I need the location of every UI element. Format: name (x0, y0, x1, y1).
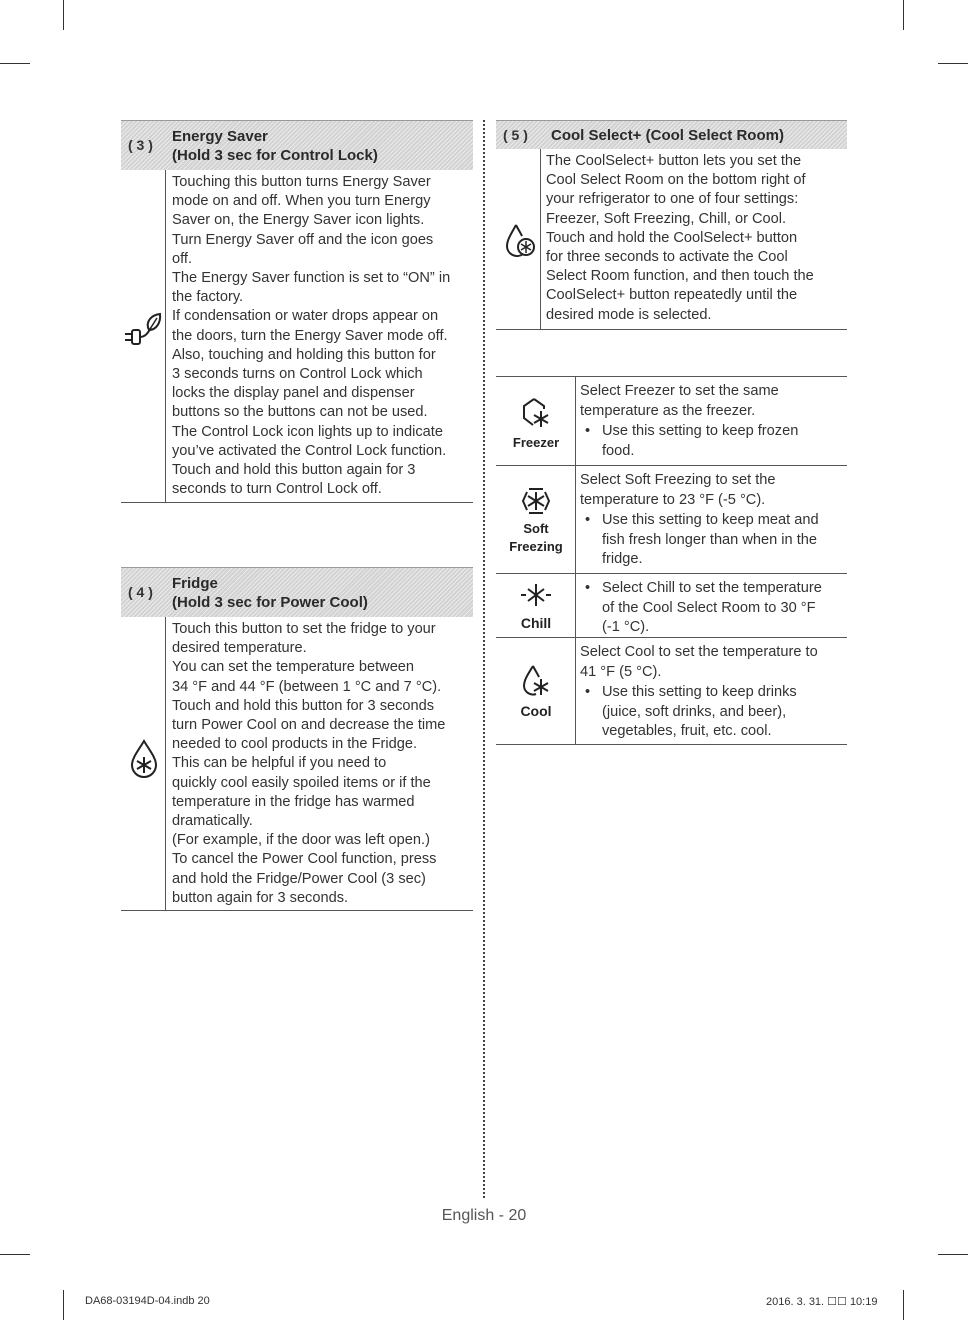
section-body (496, 149, 847, 330)
crop-mark (63, 0, 64, 30)
text-line: Use this setting to keep drinks (602, 684, 797, 700)
bullet-item (580, 579, 847, 638)
section-title (172, 127, 378, 165)
section-number: ( 5 ) (503, 127, 528, 143)
text-line: fish fresh longer than when in the (602, 531, 817, 548)
section-title-line: Fridge (172, 575, 218, 592)
section-number: ( 4 ) (128, 584, 153, 600)
text-line: Touch and hold this button again for 3 (172, 462, 416, 479)
section-header (496, 120, 847, 149)
text-line: temperature to 23 °F (-5 °C). (580, 491, 766, 508)
text-line: If condensation or water drops appear on (172, 308, 439, 325)
text-line: 41 °F (5 °C). (580, 663, 662, 680)
section-title (551, 126, 784, 145)
text-line: Select Room function, and then touch the (546, 268, 814, 285)
column-divider (483, 120, 485, 1198)
text-line: food. (602, 442, 635, 459)
icon-column (121, 170, 166, 502)
text-line: desired mode is selected. (546, 306, 712, 323)
text-line: The Control Lock icon lights up to indicate (172, 423, 443, 440)
print-datetime: 2016. 3. 31. ☐☐ 10:19 (766, 1296, 878, 1308)
mode-icon-cell (496, 466, 576, 573)
text-line: you’ve activated the Control Lock function. (172, 442, 447, 459)
fridge-drop-snowflake-icon (129, 739, 159, 779)
bullet-dot: • (585, 580, 591, 596)
section-title-line: (Hold 3 sec for Control Lock) (172, 147, 378, 164)
text-line: Freezer, Soft Freezing, Chill, or Cool. (546, 210, 787, 227)
section-header (121, 120, 473, 170)
section-title (172, 574, 368, 612)
mode-label: Cool (520, 703, 552, 719)
cool-select-drop-icon (504, 223, 536, 259)
section-title-line: Energy Saver (172, 128, 268, 145)
text-line: temperature in the fridge has warmed (172, 793, 415, 810)
bullet-item (580, 511, 847, 570)
bullet-item (580, 683, 847, 742)
cool-mode-icon (522, 664, 550, 698)
text-line: for three seconds to activate the Cool (546, 249, 788, 266)
cool-select-section (496, 120, 847, 330)
text-line: the doors, turn the Energy Saver mode off. (172, 327, 448, 344)
text-line: seconds to turn Control Lock off. (172, 481, 382, 498)
section-title-line: Cool Select+ (Cool Select Room) (551, 127, 784, 144)
text-line: Saver on, the Energy Saver icon lights. (172, 212, 425, 229)
section-body (121, 170, 473, 503)
text-line: and hold the Fridge/Power Cool (3 sec) (172, 870, 426, 887)
text-line: fridge. (602, 551, 643, 567)
energy-saver-plug-leaf-icon (123, 312, 163, 348)
mode-label: Soft (523, 521, 549, 536)
text-line: The Energy Saver function is set to “ON” in (172, 270, 451, 287)
text-line: This can be helpful if you need to (172, 755, 387, 772)
text-line: the factory. (172, 289, 244, 306)
text-line: CoolSelect+ button repeatedly until the (546, 287, 798, 304)
text-line: Also, touching and holding this button for (172, 346, 436, 363)
text-line: To cancel the Power Cool function, press (172, 851, 437, 868)
mode-icon-cell (496, 574, 576, 637)
crop-mark (938, 1254, 968, 1255)
section-text (546, 149, 847, 325)
text-line: Turn Energy Saver off and the icon goes (172, 231, 434, 248)
text-line: quickly cool easily spoiled items or if the (172, 774, 431, 791)
text-line: locks the display panel and dispenser (172, 385, 415, 402)
chill-mode-icon (520, 580, 552, 610)
section-number: ( 3 ) (128, 137, 153, 153)
text-line: Select Freezer to set the same (580, 383, 779, 399)
crop-mark (63, 1290, 64, 1320)
text-line: of the Cool Select Room to 30 °F (602, 599, 816, 616)
icon-column (496, 149, 541, 329)
mode-label: Freezing (509, 539, 563, 554)
section-title-line: (Hold 3 sec for Power Cool) (172, 594, 368, 611)
text-line: vegetables, fruit, etc. cool. (602, 723, 772, 739)
text-line: 3 seconds turns on Control Lock which (172, 366, 423, 383)
text-line: 34 °F and 44 °F (between 1 °C and 7 °C). (172, 678, 442, 695)
crop-mark (903, 0, 904, 30)
text-line: mode on and off. When you turn Energy (172, 193, 431, 210)
mode-description (576, 377, 847, 466)
mode-label: Chill (520, 615, 552, 631)
mode-icon-cell (496, 638, 576, 744)
text-line: You can set the temperature between (172, 659, 415, 676)
text-line: buttons so the buttons can not be used. (172, 404, 428, 421)
section-text (172, 617, 473, 908)
mode-row-freezer (496, 377, 847, 466)
text-line: (-1 °C). (602, 619, 650, 635)
text-line: desired temperature. (172, 640, 307, 657)
crop-mark (903, 1290, 904, 1320)
cool-select-mode-table (496, 376, 847, 745)
print-file-name: DA68-03194D-04.indb 20 (85, 1295, 210, 1307)
text-line: (juice, soft drinks, and beer), (602, 703, 787, 720)
text-line: Use this setting to keep frozen (602, 423, 799, 439)
bullet-item (580, 422, 847, 461)
crop-mark (938, 63, 968, 64)
text-line: dramatically. (172, 813, 253, 830)
mode-icon-cell (496, 377, 576, 465)
text-line: The CoolSelect+ button lets you set the (546, 153, 802, 169)
text-line: Touching this button turns Energy Saver (172, 174, 431, 190)
text-line: Touch this button to set the fridge to your (172, 621, 436, 637)
text-line: turn Power Cool on and decrease the time (172, 717, 446, 734)
crop-mark (0, 63, 30, 64)
fridge-section (121, 567, 473, 911)
text-line: off. (172, 250, 193, 267)
mode-row-soft-freezing (496, 466, 847, 574)
mode-label: Freezer (512, 435, 560, 450)
text-line: Select Cool to set the temperature to (580, 644, 818, 660)
icon-column (121, 617, 166, 910)
mode-row-chill (496, 574, 847, 638)
text-line: Use this setting to keep meat and (602, 512, 819, 528)
text-line: (For example, if the door was left open.) (172, 832, 430, 849)
bullet-dot: • (585, 684, 591, 700)
text-line: Select Chill to set the temperature (602, 580, 822, 596)
text-line: Select Soft Freezing to set the (580, 472, 776, 488)
section-header (121, 567, 473, 617)
crop-mark (0, 1254, 30, 1255)
mode-description (576, 638, 847, 747)
text-line: temperature as the freezer. (580, 402, 756, 419)
section-text (172, 170, 473, 499)
energy-saver-section (121, 120, 473, 503)
mode-description (576, 574, 847, 643)
text-line: button again for 3 seconds. (172, 889, 349, 906)
text-line: Touch and hold this button for 3 seconds (172, 697, 435, 714)
text-line: needed to cool products in the Fridge. (172, 736, 418, 753)
section-body (121, 617, 473, 911)
bullet-dot: • (585, 423, 591, 439)
soft-freezing-mode-icon (521, 486, 551, 516)
bullet-dot: • (585, 512, 591, 528)
page-number: English - 20 (441, 1207, 527, 1224)
text-line: Touch and hold the CoolSelect+ button (546, 229, 798, 246)
text-line: Cool Select Room on the bottom right of (546, 172, 806, 189)
mode-description (576, 466, 847, 575)
mode-row-cool (496, 638, 847, 745)
text-line: your refrigerator to one of four settings: (546, 191, 799, 208)
freezer-mode-icon (520, 397, 552, 429)
